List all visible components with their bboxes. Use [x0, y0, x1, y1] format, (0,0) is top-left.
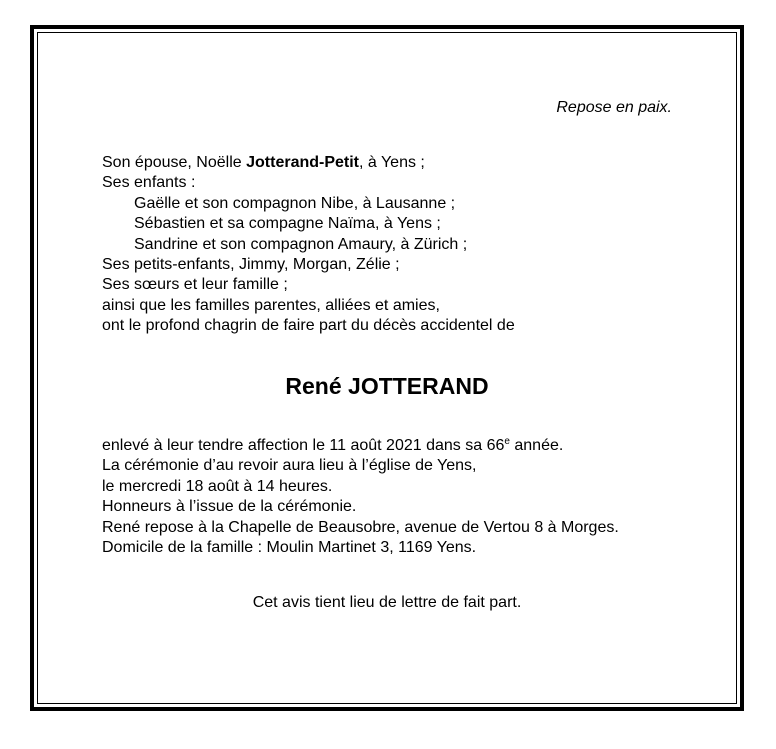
honours-line: Honneurs à l’issue de la cérémonie. — [102, 498, 357, 516]
spouse-name: Jotterand-Petit — [246, 154, 360, 171]
child-line: Gaëlle et son compagnon Nibe, à Lausanne ; — [134, 194, 456, 212]
ceremony-line: La cérémonie d’au revoir aura lieu à l’église de Yens, — [102, 457, 477, 475]
ceremony-date-line: le mercredi 18 août à 14 heures. — [102, 477, 333, 495]
grandchildren-line: Ses petits-enfants, Jimmy, Morgan, Zélie ; — [102, 256, 400, 274]
ordinal-suffix: e — [504, 436, 510, 447]
epigraph: Repose en paix. — [556, 99, 672, 116]
notice-inner-border — [37, 32, 737, 704]
announcement-line: ont le profond chagrin de faire part du décès accidentel de — [102, 317, 515, 335]
notice-footer: Cet avis tient lieu de lettre de fait part. — [252, 594, 522, 611]
death-prefix: enlevé à leur tendre affection le 11 août 2021 dans sa 66 — [102, 437, 505, 454]
death-line — [102, 436, 619, 456]
spouse-suffix: , à Yens ; — [359, 154, 425, 171]
siblings-line: Ses sœurs et leur famille ; — [102, 276, 288, 294]
death-suffix: année. — [509, 437, 564, 454]
family-list — [102, 153, 515, 337]
deceased-name: René JOTTERAND — [285, 373, 489, 399]
children-heading: Ses enfants : — [102, 174, 196, 192]
chapel-line: René repose à la Chapelle de Beausobre, avenue de Vertou 8 à Morges. — [102, 518, 619, 536]
home-line: Domicile de la famille : Moulin Martinet 3, 1169 Yens. — [102, 539, 477, 557]
spouse-line — [102, 153, 515, 173]
spouse-prefix: Son épouse, Noëlle — [102, 154, 247, 171]
relatives-line: ainsi que les familles parentes, alliées et amies, — [102, 296, 440, 314]
child-line: Sandrine et son compagnon Amaury, à Zürich ; — [134, 235, 468, 253]
notice-border — [30, 25, 744, 711]
child-line: Sébastien et sa compagne Naïma, à Yens ; — [134, 215, 441, 233]
ceremony-details — [102, 436, 619, 558]
